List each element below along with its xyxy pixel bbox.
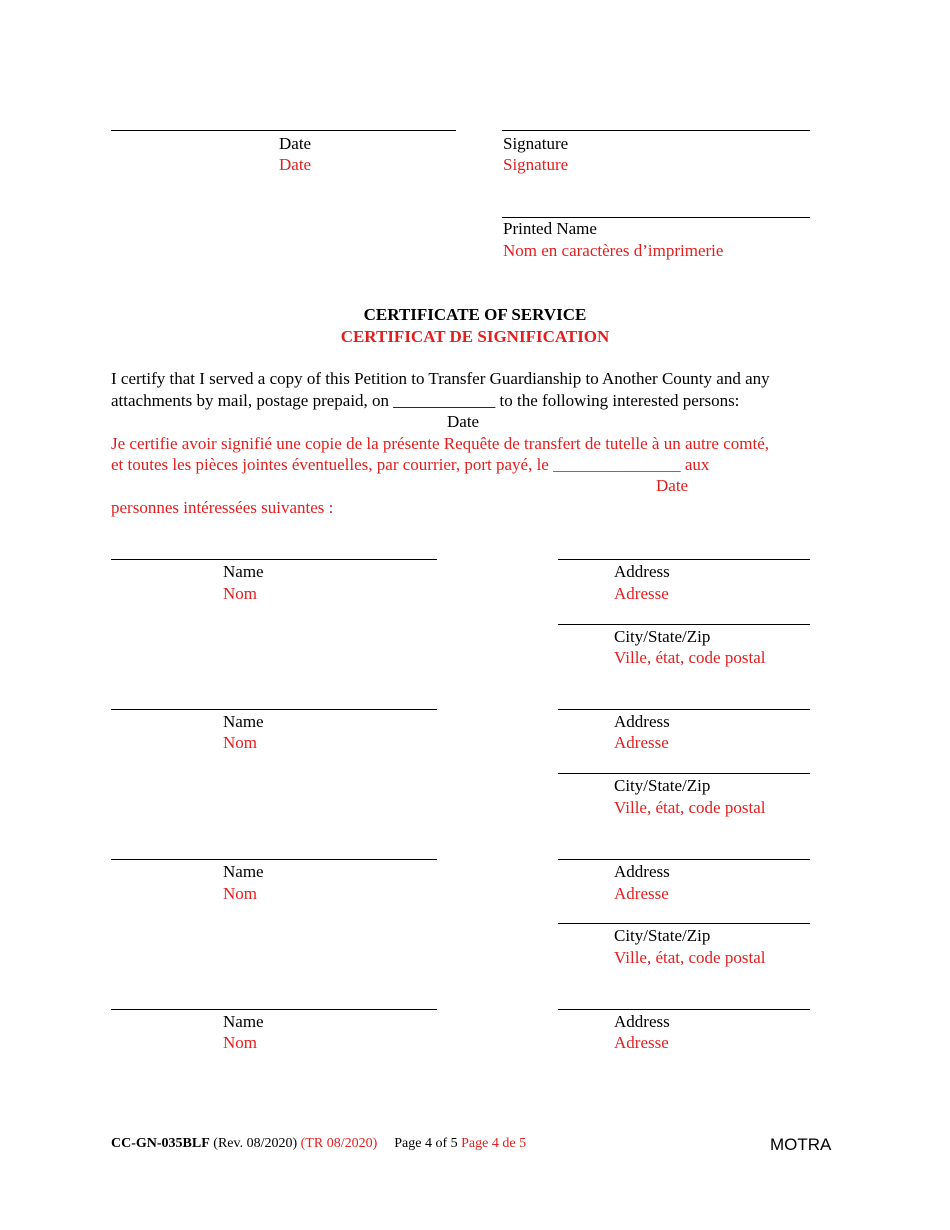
city-state-zip-label-fr: Ville, état, code postal	[614, 648, 766, 667]
page-number-fr: Page 4 de 5	[461, 1136, 527, 1151]
certificate-text-fr-line-2: et toutes les pièces jointes éventuelles, par courrier, port payé, le _______________ aux	[111, 455, 710, 474]
footer	[111, 1134, 526, 1154]
page-number: Page 4 of 5	[394, 1136, 458, 1151]
revision: (Rev. 08/2020)	[213, 1136, 298, 1151]
printed-name-label-fr: Nom en caractères d’imprimerie	[503, 241, 724, 260]
name-line[interactable]	[111, 1009, 437, 1010]
translation-revision: (TR 08/2020)	[300, 1136, 378, 1151]
address-label-fr: Adresse	[614, 733, 669, 752]
address-line[interactable]	[558, 859, 810, 860]
name-line[interactable]	[111, 859, 437, 860]
name-line[interactable]	[111, 709, 437, 710]
city-state-zip-label-fr: Ville, état, code postal	[614, 948, 766, 967]
date-signature-line[interactable]	[111, 130, 456, 131]
signature-line[interactable]	[502, 130, 810, 131]
address-line[interactable]	[558, 1009, 810, 1010]
form-code: CC-GN-035BLF	[111, 1136, 210, 1151]
city-state-zip-label: City/State/Zip	[614, 627, 711, 646]
name-label-fr: Nom	[223, 884, 257, 903]
printed-name-label: Printed Name	[503, 219, 597, 238]
city-state-zip-label: City/State/Zip	[614, 926, 711, 945]
name-label: Name	[223, 562, 264, 581]
printed-name-line[interactable]	[502, 217, 810, 218]
certificate-title-fr: CERTIFICAT DE SIGNIFICATION	[340, 327, 610, 346]
name-label-fr: Nom	[223, 1033, 257, 1052]
certificate-date-label: Date	[447, 412, 480, 431]
address-label-fr: Adresse	[614, 584, 669, 603]
city-state-zip-line[interactable]	[558, 773, 810, 774]
certificate-text-fr-line-1: Je certifie avoir signifié une copie de la présente Requête de transfert de tutelle à un autre comté,	[111, 434, 769, 453]
certificate-date-label-fr: Date	[656, 476, 689, 495]
signature-label-fr: Signature	[503, 155, 569, 174]
address-label: Address	[614, 862, 670, 881]
city-state-zip-label: City/State/Zip	[614, 776, 711, 795]
date-label-fr: Date	[279, 155, 312, 174]
address-label-fr: Adresse	[614, 884, 669, 903]
certificate-text-line-2: attachments by mail, postage prepaid, on ____________ to the following interested persons:	[111, 391, 740, 410]
name-label: Name	[223, 712, 264, 731]
certificate-title: CERTIFICATE OF SERVICE	[363, 305, 587, 324]
name-line[interactable]	[111, 559, 437, 560]
city-state-zip-line[interactable]	[558, 923, 810, 924]
city-state-zip-line[interactable]	[558, 624, 810, 625]
address-line[interactable]	[558, 709, 810, 710]
certificate-text-line-1: I certify that I served a copy of this Petition to Transfer Guardianship to Another County and any	[111, 369, 770, 388]
signature-label: Signature	[503, 134, 569, 153]
address-label: Address	[614, 712, 670, 731]
certificate-text-fr-line-3: personnes intéressées suivantes :	[111, 498, 334, 517]
name-label: Name	[223, 1012, 264, 1031]
address-label-fr: Adresse	[614, 1033, 669, 1052]
city-state-zip-label-fr: Ville, état, code postal	[614, 798, 766, 817]
address-line[interactable]	[558, 559, 810, 560]
address-label: Address	[614, 1012, 670, 1031]
address-label: Address	[614, 562, 670, 581]
date-label: Date	[279, 134, 312, 153]
name-label-fr: Nom	[223, 584, 257, 603]
name-label: Name	[223, 862, 264, 881]
name-label-fr: Nom	[223, 733, 257, 752]
motra-label: MOTRA	[770, 1135, 832, 1154]
